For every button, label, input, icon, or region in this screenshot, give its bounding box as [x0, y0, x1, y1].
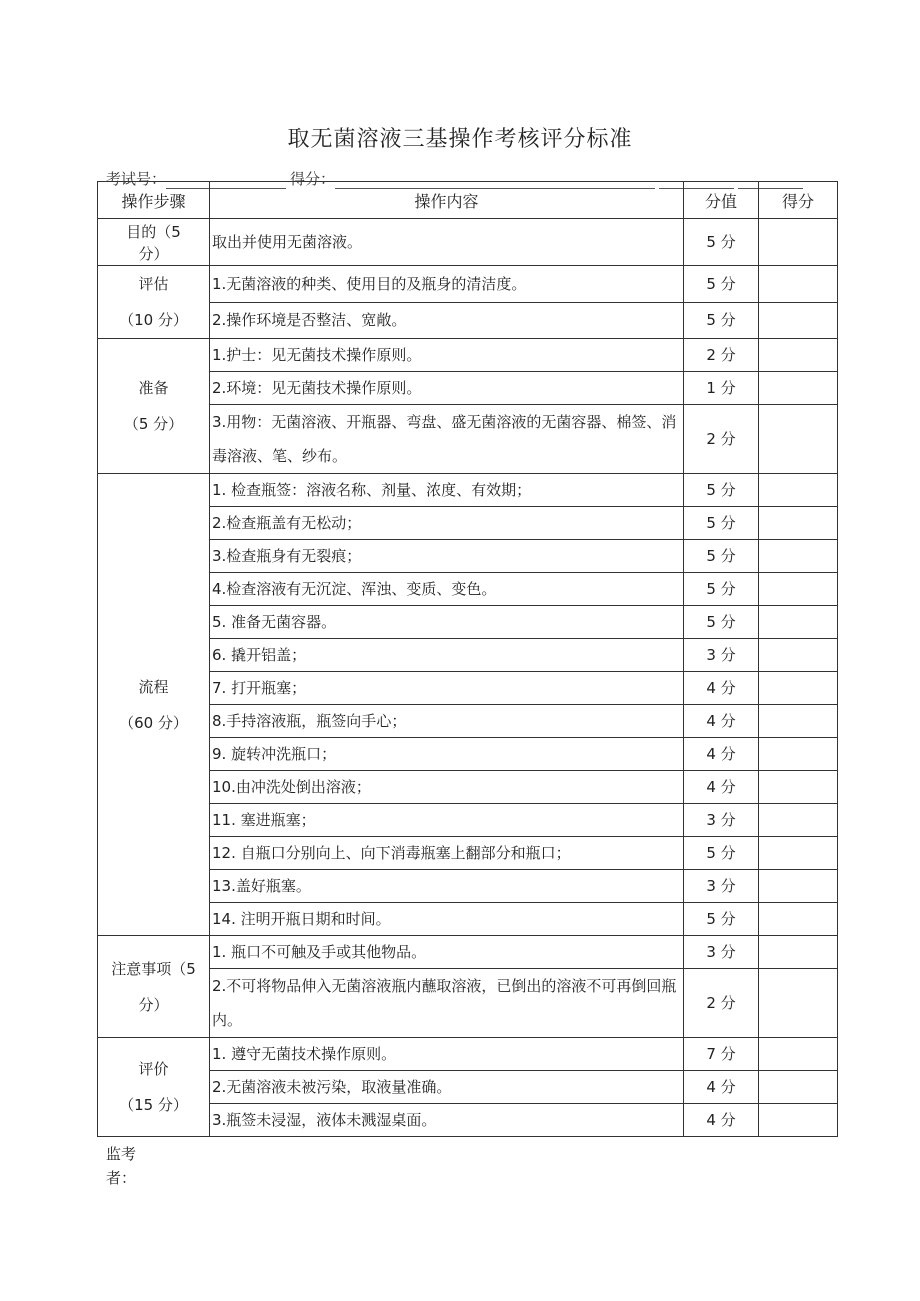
- step-name: 目的（5: [126, 223, 181, 241]
- page-title: 取无菌溶液三基操作考核评分标准: [287, 127, 633, 152]
- content-cell: 取出并使用无菌溶液。: [210, 219, 684, 266]
- score-input-cell[interactable]: [759, 405, 838, 474]
- step-score: 分）: [138, 995, 169, 1014]
- content-cell: 3.检查瓶身有无裂痕；: [210, 540, 684, 573]
- value-cell: 4 分: [684, 738, 759, 771]
- value-cell: 5 分: [684, 606, 759, 639]
- value-cell: 5 分: [684, 540, 759, 573]
- score-input-cell[interactable]: [759, 870, 838, 903]
- score-input-cell[interactable]: [759, 573, 838, 606]
- score-input-cell[interactable]: [759, 705, 838, 738]
- content-cell: 13.盖好瓶塞。: [210, 870, 684, 903]
- step-name: 评估: [138, 275, 169, 293]
- value-cell: 2 分: [684, 339, 759, 372]
- table-row: [98, 219, 838, 266]
- content-cell: 3.用物：无菌溶液、开瓶器、弯盘、盛无菌溶液的无菌容器、棉签、消毒溶液、笔、纱布。: [210, 405, 684, 474]
- content-cell: 2.操作环境是否整洁、宽敞。: [210, 302, 684, 339]
- table-row: [98, 266, 838, 303]
- step-score: （5 分）: [123, 415, 184, 433]
- content-cell: 14. 注明开瓶日期和时间。: [210, 903, 684, 936]
- content-cell: 2.环境：见无菌技术操作原则。: [210, 372, 684, 405]
- score-input-cell[interactable]: [759, 903, 838, 936]
- value-cell: 5 分: [684, 507, 759, 540]
- score-input-cell[interactable]: [759, 738, 838, 771]
- step-score: 分）: [138, 245, 169, 263]
- step-name: 评价: [138, 1060, 169, 1078]
- step-evaluation: [98, 1038, 210, 1137]
- step-preparation: [98, 339, 210, 474]
- content-cell: 4.检查溶液有无沉淀、浑浊、变质、变色。: [210, 573, 684, 606]
- score-input-cell[interactable]: [759, 936, 838, 969]
- score-input-cell[interactable]: [759, 771, 838, 804]
- score-input-cell[interactable]: [759, 969, 838, 1038]
- content-cell: 2.检查瓶盖有无松动；: [210, 507, 684, 540]
- value-cell: 4 分: [684, 672, 759, 705]
- value-cell: 4 分: [684, 705, 759, 738]
- score-input-cell[interactable]: [759, 837, 838, 870]
- value-cell: 2 分: [684, 405, 759, 474]
- content-cell: 1. 遵守无菌技术操作原则。: [210, 1038, 684, 1071]
- value-cell: 3 分: [684, 804, 759, 837]
- score-input-cell[interactable]: [759, 1038, 838, 1071]
- content-cell: 8.手持溶液瓶，瓶签向手心；: [210, 705, 684, 738]
- content-cell: 9. 旋转冲洗瓶口；: [210, 738, 684, 771]
- score-input-cell[interactable]: [759, 639, 838, 672]
- value-cell: 5 分: [684, 837, 759, 870]
- header-value: 分值: [684, 182, 759, 219]
- content-cell: 5. 准备无菌容器。: [210, 606, 684, 639]
- table-row: [98, 474, 838, 507]
- value-cell: 5 分: [684, 219, 759, 266]
- value-cell: 4 分: [684, 1104, 759, 1137]
- score-input-cell[interactable]: [759, 266, 838, 303]
- value-cell: 3 分: [684, 870, 759, 903]
- header-step: 操作步骤: [98, 182, 210, 219]
- value-cell: 5 分: [684, 474, 759, 507]
- score-input-cell[interactable]: [759, 1104, 838, 1137]
- score-label: 得分：: [290, 170, 336, 188]
- content-cell: 3.瓶签未浸湿，液体未溅湿桌面。: [210, 1104, 684, 1137]
- value-cell: 2 分: [684, 969, 759, 1038]
- score-input-cell[interactable]: [759, 339, 838, 372]
- content-cell: 2.不可将物品伸入无菌溶液瓶内蘸取溶液，已倒出的溶液不可再倒回瓶内。: [210, 969, 684, 1038]
- value-cell: 4 分: [684, 771, 759, 804]
- step-assessment: [98, 266, 210, 339]
- value-cell: 1 分: [684, 372, 759, 405]
- content-cell: 10.由冲洗处倒出溶液；: [210, 771, 684, 804]
- content-cell: 11. 塞进瓶塞；: [210, 804, 684, 837]
- table-row: [98, 936, 838, 969]
- score-input-cell[interactable]: [759, 302, 838, 339]
- table-row: [98, 1038, 838, 1071]
- value-cell: 3 分: [684, 639, 759, 672]
- content-cell: 2.无菌溶液未被污染，取液量准确。: [210, 1071, 684, 1104]
- step-name: 准备: [138, 379, 169, 397]
- step-score: （60 分）: [119, 713, 188, 732]
- content-cell: 1.无菌溶液的种类、使用目的及瓶身的清洁度。: [210, 266, 684, 303]
- scoring-table: [97, 181, 838, 1137]
- score-input-cell[interactable]: [759, 804, 838, 837]
- step-purpose: [98, 219, 210, 266]
- score-input-cell[interactable]: [759, 474, 838, 507]
- content-cell: 6. 撬开铝盖；: [210, 639, 684, 672]
- value-cell: 5 分: [684, 302, 759, 339]
- step-name: 注意事项（5: [111, 959, 196, 978]
- content-cell: 1. 瓶口不可触及手或其他物品。: [210, 936, 684, 969]
- score-input-cell[interactable]: [759, 672, 838, 705]
- score-input-cell[interactable]: [759, 540, 838, 573]
- value-cell: 5 分: [684, 903, 759, 936]
- step-procedure: [98, 474, 210, 936]
- step-name: 流程: [138, 677, 169, 696]
- step-precautions: [98, 936, 210, 1038]
- content-cell: 12. 自瓶口分别向上、向下消毒瓶塞上翻部分和瓶口；: [210, 837, 684, 870]
- table-row: [98, 339, 838, 372]
- table-header-row: [98, 182, 838, 219]
- value-cell: 5 分: [684, 573, 759, 606]
- exam-number-label: 考试号：: [106, 170, 167, 188]
- content-cell: 1.护士：见无菌技术操作原则。: [210, 339, 684, 372]
- value-cell: 4 分: [684, 1071, 759, 1104]
- header-score: 得分: [759, 182, 838, 219]
- content-cell: 7. 打开瓶塞；: [210, 672, 684, 705]
- step-score: （15 分）: [119, 1096, 188, 1114]
- score-input-cell[interactable]: [759, 372, 838, 405]
- score-input-cell[interactable]: [759, 606, 838, 639]
- header-content: 操作内容: [210, 182, 684, 219]
- value-cell: 3 分: [684, 936, 759, 969]
- step-score: （10 分）: [119, 311, 188, 329]
- score-input-cell[interactable]: [759, 507, 838, 540]
- examiner-label: 监考者：: [106, 1145, 137, 1187]
- value-cell: 5 分: [684, 266, 759, 303]
- score-input-cell[interactable]: [759, 1071, 838, 1104]
- score-input-cell[interactable]: [759, 219, 838, 266]
- value-cell: 7 分: [684, 1038, 759, 1071]
- content-cell: 1. 检查瓶签：溶液名称、剂量、浓度、有效期；: [210, 474, 684, 507]
